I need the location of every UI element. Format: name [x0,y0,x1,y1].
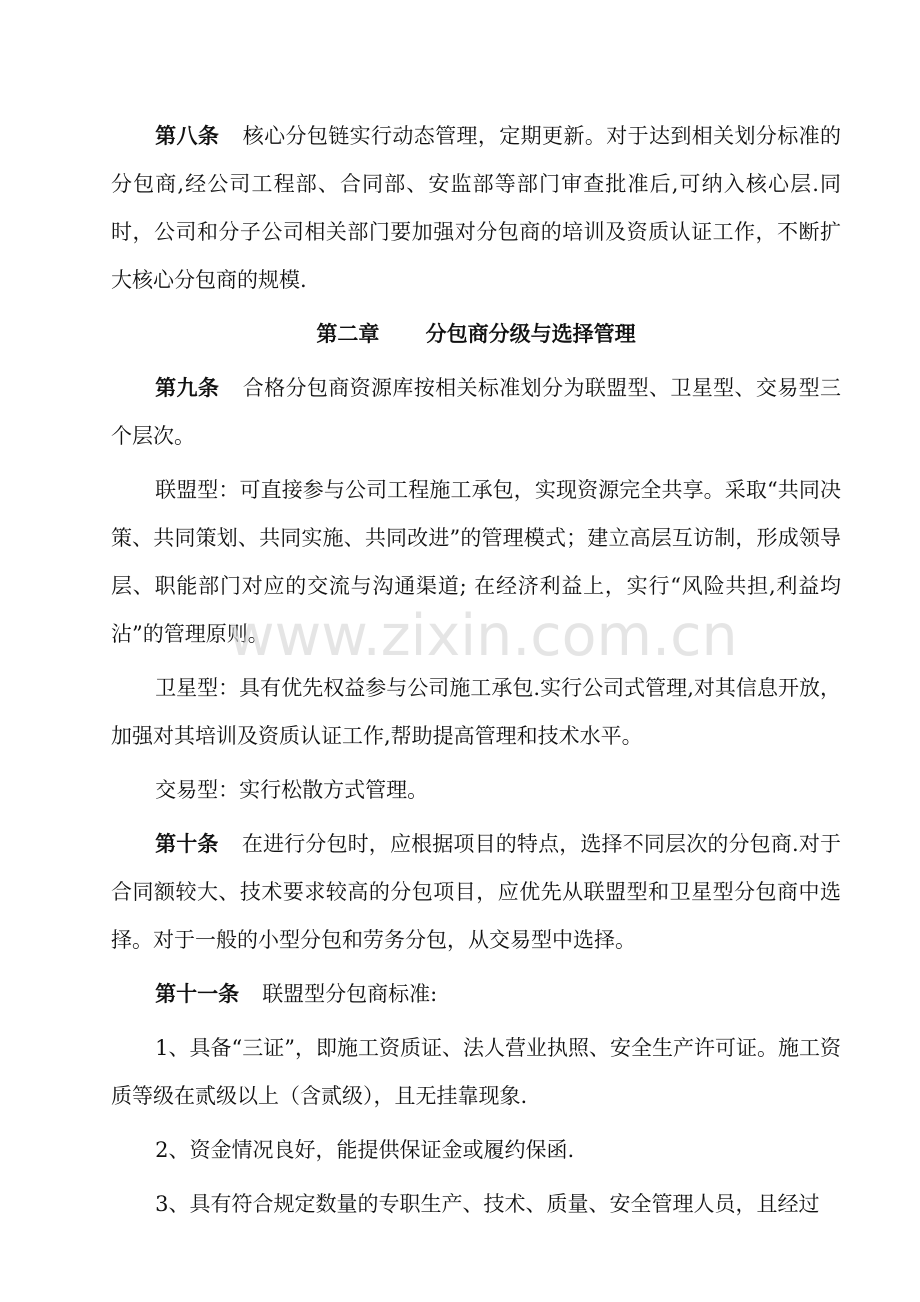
watermark: www.zixin.com.cn [228,603,738,669]
satellite-type-paragraph: 卫星型：具有优先权益参与公司施工承包.实行公司式管理,对其信息开放，加强对其培训及资质认证工作,帮助提高管理和技术水平。 [111,676,841,748]
article-11-paragraph [111,970,841,1018]
article-9-paragraph [111,364,841,460]
alliance-type-paragraph: 联盟型：可直接参与公司工程施工承包，实现资源完全共享。采取“共同决策、共同策划、共同实施、共同改进”的管理模式；建立高层互访制，形成领导层、职能部门对应的交流与沟通渠道; 在经济利益上，实行“风险共担,利益均沾”的管理原则。 [111,478,841,646]
article-11-heading: 第十一条 [155,981,240,1006]
article-8-heading: 第八条 [155,123,220,148]
article-10-text: 在进行分包时，应根据项目的特点，选择不同层次的分包商.对于合同额较大、技术要求较高的分包项目，应优先从联盟型和卫星型分包商中选择。对于一般的小型分包和劳务分包，从交易型中选择。 [111,832,841,952]
article-8-text: 核心分包链实行动态管理，定期更新。对于达到相关划分标准的分包商,经公司工程部、合同部、安监部等部门审查批准后,可纳入核心层.同时，公司和分子公司相关部门要加强对分包商的培训及资质认证工作，不断扩大核心分包商的规模. [111,124,842,292]
chapter-2-title [111,310,841,358]
article-9-text: 合格分包商资源库按相关标准划分为联盟型、卫星型、交易型三个层次。 [111,376,842,448]
criteria-item-2: 2、资金情况良好，能提供保证金或履约保函. [155,1138,575,1162]
article-10-heading: 第十条 [155,831,219,856]
article-10-paragraph [111,820,841,964]
criteria-item-3: 3、具有符合规定数量的专职生产、技术、质量、安全管理人员，且经过 [155,1192,820,1216]
article-9-heading: 第九条 [155,375,220,400]
transaction-type-paragraph: 交易型：实行松散方式管理。 [155,778,429,802]
chapter-2-label: 第二章 [316,321,380,346]
article-11-text: 联盟型分包商标准: [262,982,438,1006]
document-page [111,112,841,1234]
article-8-paragraph [111,112,841,304]
criteria-item-1: 1、具备“三证”，即施工资质证、法人营业执照、安全生产许可证。施工资质等级在贰级以上（含贰级），且无挂靠现象. [111,1036,841,1108]
chapter-2-name: 分包商分级与选择管理 [425,321,636,346]
